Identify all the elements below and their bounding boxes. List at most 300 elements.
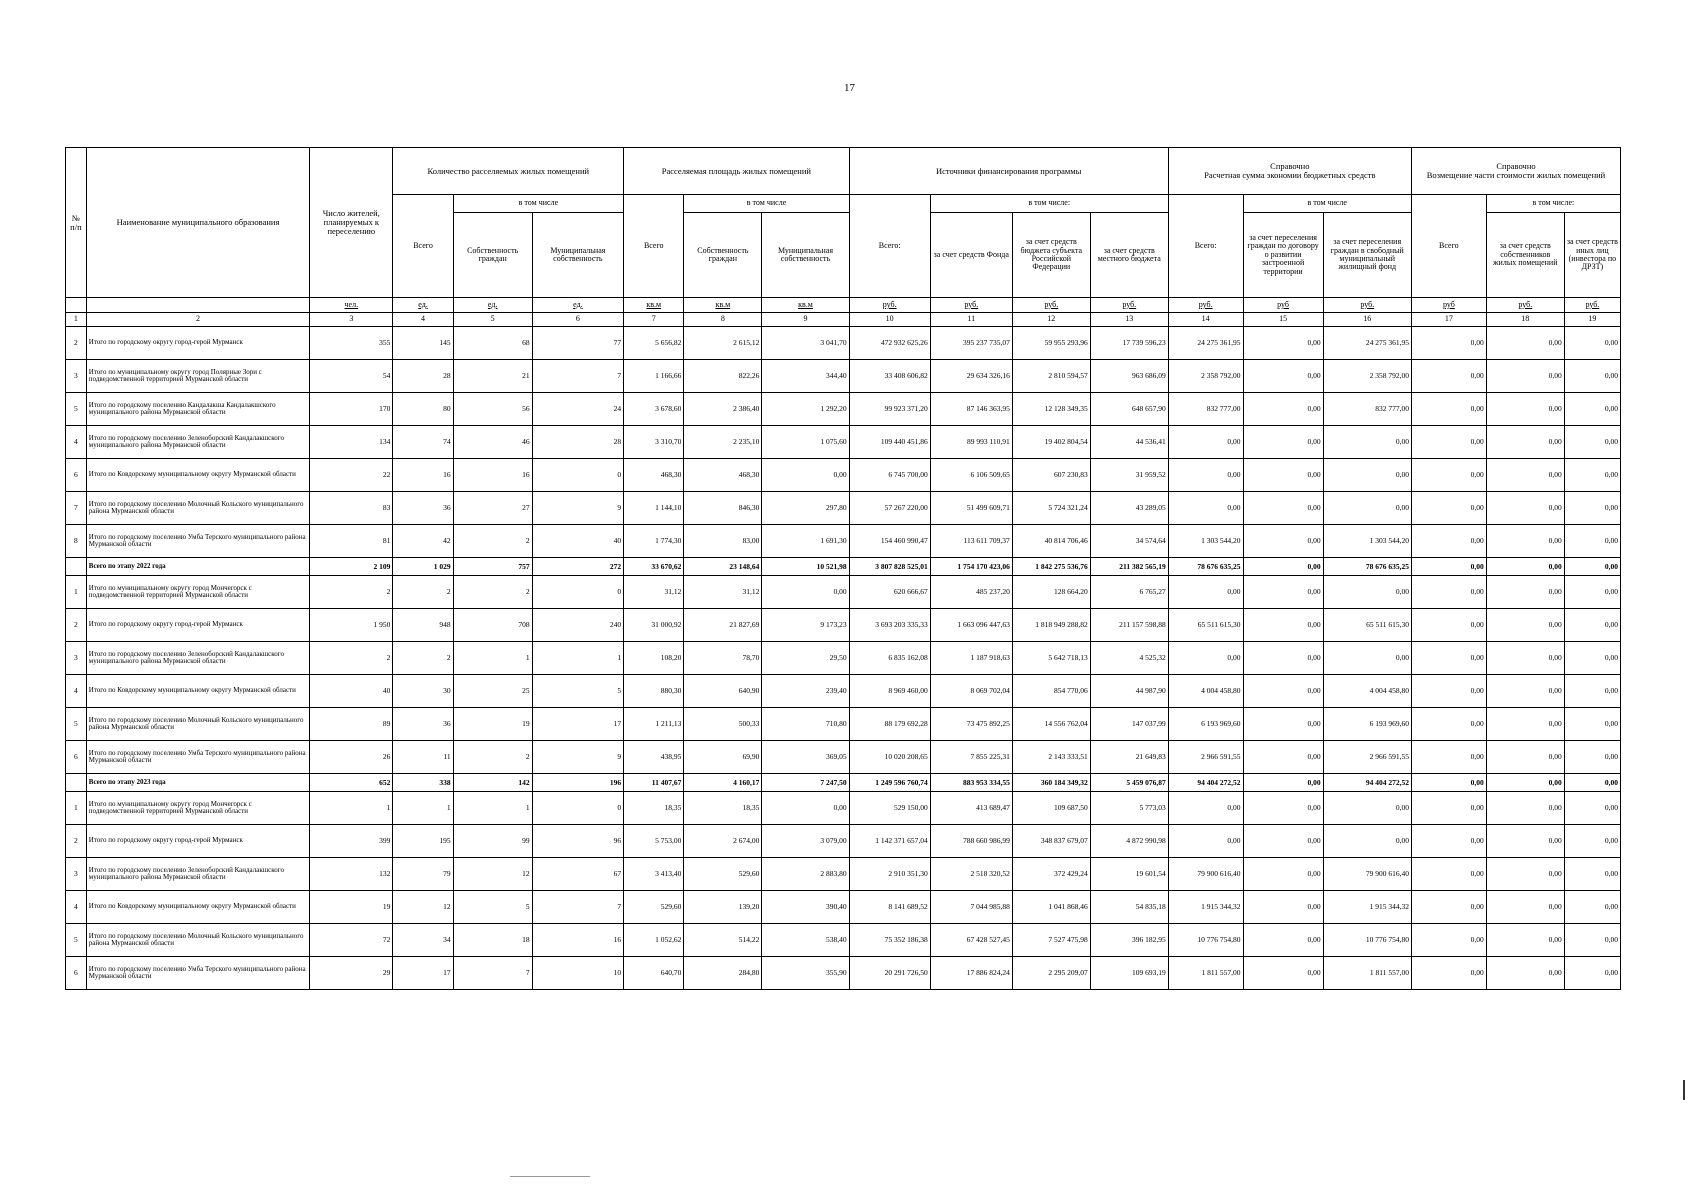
value-cell: 0,00: [1486, 558, 1564, 576]
value-cell: 195: [393, 825, 453, 858]
header-fin-incl: в том числе:: [930, 195, 1168, 213]
municipality-name: Итого по муниципальному округу город Мончегорск с подведомственной территорией Мурманской области: [86, 576, 309, 609]
value-cell: 28: [532, 426, 623, 459]
value-cell: 0,00: [1411, 891, 1486, 924]
value-cell: 0,00: [1323, 492, 1411, 525]
value-cell: 390,40: [762, 891, 849, 924]
value-cell: 72: [310, 924, 393, 957]
header-area-group: Расселяемая площадь жилых помещений: [624, 148, 850, 195]
row-number: 1: [66, 792, 87, 825]
header-comp-owners: за счет средств собственников жилых помещений: [1486, 213, 1564, 298]
value-cell: 18,35: [684, 792, 762, 825]
table-row: [66, 675, 1621, 708]
row-number: 3: [66, 360, 87, 393]
value-cell: 399: [310, 825, 393, 858]
value-cell: 12 128 349,35: [1012, 393, 1090, 426]
value-cell: 1: [393, 792, 453, 825]
value-cell: 1 691,30: [762, 525, 849, 558]
value-cell: 344,40: [762, 360, 849, 393]
value-cell: 2 674,00: [684, 825, 762, 858]
value-cell: 147 037,99: [1090, 708, 1168, 741]
header-fin-total: Всего:: [849, 195, 930, 298]
value-cell: 963 686,09: [1090, 360, 1168, 393]
value-cell: 19: [310, 891, 393, 924]
value-cell: 1 663 096 447,63: [930, 609, 1012, 642]
value-cell: 211 157 598,88: [1090, 609, 1168, 642]
value-cell: 0,00: [1411, 741, 1486, 774]
value-cell: 1 166,66: [624, 360, 684, 393]
value-cell: 620 666,67: [849, 576, 930, 609]
value-cell: 0,00: [1323, 792, 1411, 825]
value-cell: 2 910 351,30: [849, 858, 930, 891]
column-number: 15: [1243, 313, 1323, 327]
value-cell: 832 777,00: [1168, 393, 1243, 426]
table-body: [66, 327, 1621, 990]
value-cell: 0,00: [1486, 675, 1564, 708]
value-cell: 710,80: [762, 708, 849, 741]
value-cell: 529 150,00: [849, 792, 930, 825]
value-cell: 69,90: [684, 741, 762, 774]
value-cell: 2: [453, 576, 532, 609]
value-cell: 68: [453, 327, 532, 360]
value-cell: 0,00: [1564, 891, 1620, 924]
header-fund: за счет средств Фонда: [930, 213, 1012, 298]
value-cell: 0,00: [1564, 426, 1620, 459]
unit-cell: ед.: [453, 298, 532, 313]
value-cell: 1: [453, 642, 532, 675]
value-cell: 56: [453, 393, 532, 426]
value-cell: 0,00: [1486, 525, 1564, 558]
row-number: 2: [66, 327, 87, 360]
value-cell: 34 574,64: [1090, 525, 1168, 558]
header-residents: Число жителей, планируемых к переселению: [310, 148, 393, 298]
municipality-name: Итого по городскому поселению Умба Терского муниципального района Мурманской области: [86, 957, 309, 990]
municipality-name: Итого по муниципальному округу город Мончегорск с подведомственной территорией Мурманской области: [86, 792, 309, 825]
municipality-name: Итого по городскому округу город-герой Мурманск: [86, 609, 309, 642]
value-cell: 24 275 361,95: [1323, 327, 1411, 360]
value-cell: 0,00: [1411, 924, 1486, 957]
value-cell: 0,00: [1323, 576, 1411, 609]
column-number: 19: [1564, 313, 1620, 327]
value-cell: 51 499 609,71: [930, 492, 1012, 525]
value-cell: 0,00: [1564, 525, 1620, 558]
municipality-name: Итого по городскому округу город-герой Мурманск: [86, 327, 309, 360]
table-row: [66, 891, 1621, 924]
value-cell: 78,70: [684, 642, 762, 675]
value-cell: 0,00: [1243, 525, 1323, 558]
value-cell: 822,26: [684, 360, 762, 393]
municipality-name: Всего по этапу 2022 года: [86, 558, 309, 576]
value-cell: 0,00: [1564, 924, 1620, 957]
column-number: 3: [310, 313, 393, 327]
table-row: [66, 741, 1621, 774]
value-cell: 3 678,60: [624, 393, 684, 426]
value-cell: 0,00: [1168, 459, 1243, 492]
value-cell: 0,00: [1486, 609, 1564, 642]
value-cell: 132: [310, 858, 393, 891]
header-economy-group: Справочно Расчетная сумма экономии бюджетных средств: [1168, 148, 1411, 195]
value-cell: 43 289,05: [1090, 492, 1168, 525]
value-cell: 1 187 918,63: [930, 642, 1012, 675]
value-cell: 94 404 272,52: [1168, 774, 1243, 792]
value-cell: 0,00: [1168, 792, 1243, 825]
unit-cell: руб.: [1168, 298, 1243, 313]
row-number: [66, 558, 87, 576]
value-cell: 6 193 969,60: [1168, 708, 1243, 741]
value-cell: 12: [453, 858, 532, 891]
value-cell: 10 776 754,80: [1168, 924, 1243, 957]
column-number-row: [66, 313, 1621, 327]
table-row: [66, 459, 1621, 492]
header-local-budget: за счет средств местного бюджета: [1090, 213, 1168, 298]
value-cell: 0,00: [1411, 792, 1486, 825]
value-cell: 0,00: [1411, 774, 1486, 792]
header-qty-group: Количество расселяемых жилых помещений: [393, 148, 624, 195]
value-cell: 0,00: [1486, 924, 1564, 957]
value-cell: 87 146 363,95: [930, 393, 1012, 426]
value-cell: 0,00: [1243, 393, 1323, 426]
value-cell: 0,00: [1411, 708, 1486, 741]
value-cell: 24 275 361,95: [1168, 327, 1243, 360]
header-econ-free-fund: за счет переселения граждан в свободный муниципальный жилищный фонд: [1323, 213, 1411, 298]
value-cell: 29: [310, 957, 393, 990]
value-cell: 0,00: [1564, 675, 1620, 708]
value-cell: 0,00: [1411, 825, 1486, 858]
value-cell: 79 900 616,40: [1168, 858, 1243, 891]
value-cell: 0,00: [1411, 609, 1486, 642]
value-cell: 26: [310, 741, 393, 774]
row-number: [66, 774, 87, 792]
value-cell: 0,00: [1486, 360, 1564, 393]
value-cell: 67 428 527,45: [930, 924, 1012, 957]
value-cell: 7 044 985,88: [930, 891, 1012, 924]
value-cell: 0,00: [1243, 792, 1323, 825]
value-cell: 21: [453, 360, 532, 393]
table-row: [66, 576, 1621, 609]
value-cell: 3 693 203 335,33: [849, 609, 930, 642]
value-cell: 1 052,62: [624, 924, 684, 957]
table-row: [66, 609, 1621, 642]
value-cell: 4 004 458,80: [1323, 675, 1411, 708]
value-cell: 0,00: [1243, 924, 1323, 957]
value-cell: 0,00: [1243, 825, 1323, 858]
value-cell: 0,00: [1411, 957, 1486, 990]
row-number: 5: [66, 924, 87, 957]
value-cell: 0,00: [1564, 558, 1620, 576]
table-row: [66, 858, 1621, 891]
value-cell: 12: [393, 891, 453, 924]
header-econ-total: Всего:: [1168, 195, 1243, 298]
value-cell: 3 310,70: [624, 426, 684, 459]
value-cell: 6 745 700,00: [849, 459, 930, 492]
value-cell: 142: [453, 774, 532, 792]
value-cell: 0,00: [1411, 576, 1486, 609]
value-cell: 3 807 828 525,01: [849, 558, 930, 576]
value-cell: 0,00: [1411, 858, 1486, 891]
municipality-name: Итого по городскому поселению Молочный Кольского муниципального района Мурманской области: [86, 924, 309, 957]
value-cell: 0,00: [1411, 327, 1486, 360]
value-cell: 0,00: [1243, 675, 1323, 708]
value-cell: 10 776 754,80: [1323, 924, 1411, 957]
value-cell: 832 777,00: [1323, 393, 1411, 426]
value-cell: 0,00: [1486, 741, 1564, 774]
value-cell: 652: [310, 774, 393, 792]
value-cell: 0,00: [1243, 576, 1323, 609]
table-row: [66, 360, 1621, 393]
row-number: 4: [66, 675, 87, 708]
municipality-name: Всего по этапу 2023 года: [86, 774, 309, 792]
value-cell: 0,00: [1323, 459, 1411, 492]
unit-cell: руб.: [1012, 298, 1090, 313]
value-cell: 3 079,00: [762, 825, 849, 858]
value-cell: 77: [532, 327, 623, 360]
value-cell: 154 460 990,47: [849, 525, 930, 558]
value-cell: 2 358 792,00: [1323, 360, 1411, 393]
value-cell: 2 358 792,00: [1168, 360, 1243, 393]
table-row: [66, 924, 1621, 957]
value-cell: 468,30: [624, 459, 684, 492]
value-cell: 99 923 371,20: [849, 393, 930, 426]
value-cell: 7: [532, 360, 623, 393]
column-number: 2: [86, 313, 309, 327]
municipality-name: Итого по муниципальному округу город Полярные Зори с подведомственной территорией Мурманской области: [86, 360, 309, 393]
value-cell: 0,00: [1323, 426, 1411, 459]
value-cell: 355: [310, 327, 393, 360]
value-cell: 607 230,83: [1012, 459, 1090, 492]
value-cell: 196: [532, 774, 623, 792]
header-area-total: Всего: [624, 195, 684, 298]
value-cell: 0,00: [1243, 609, 1323, 642]
value-cell: 16: [393, 459, 453, 492]
value-cell: 11: [393, 741, 453, 774]
value-cell: 0,00: [1243, 327, 1323, 360]
value-cell: 0,00: [1564, 576, 1620, 609]
value-cell: 0,00: [1243, 360, 1323, 393]
value-cell: 0,00: [1486, 858, 1564, 891]
value-cell: 5 773,03: [1090, 792, 1168, 825]
value-cell: 2: [393, 576, 453, 609]
column-number: 14: [1168, 313, 1243, 327]
value-cell: 99: [453, 825, 532, 858]
municipality-name: Итого по городскому поселению Умба Терского муниципального района Мурманской области: [86, 525, 309, 558]
value-cell: 109 687,50: [1012, 792, 1090, 825]
value-cell: 0,00: [1411, 360, 1486, 393]
unit-cell: руб: [1243, 298, 1323, 313]
value-cell: 11 407,67: [624, 774, 684, 792]
header-qty-total: Всего: [393, 195, 453, 298]
value-cell: 0,00: [1411, 642, 1486, 675]
column-number: 16: [1323, 313, 1411, 327]
row-number: 1: [66, 576, 87, 609]
column-number: 7: [624, 313, 684, 327]
value-cell: 145: [393, 327, 453, 360]
value-cell: 0,00: [1243, 957, 1323, 990]
value-cell: 88 179 692,28: [849, 708, 930, 741]
header-no: № п/п: [66, 148, 87, 298]
value-cell: 1 303 544,20: [1323, 525, 1411, 558]
value-cell: 1 144,10: [624, 492, 684, 525]
value-cell: 128 664,20: [1012, 576, 1090, 609]
value-cell: 5: [453, 891, 532, 924]
header-area-citizens: Собственность граждан: [684, 213, 762, 298]
value-cell: 1: [532, 642, 623, 675]
table-row: [66, 327, 1621, 360]
scan-mark: [1683, 1080, 1685, 1100]
stage-total-row: [66, 558, 1621, 576]
header-financing-group: Источники финансирования программы: [849, 148, 1168, 195]
value-cell: 360 184 349,32: [1012, 774, 1090, 792]
header-area-incl: в том числе: [684, 195, 849, 213]
value-cell: 788 660 986,99: [930, 825, 1012, 858]
value-cell: 2: [310, 642, 393, 675]
value-cell: 396 182,95: [1090, 924, 1168, 957]
municipality-name: Итого по городскому поселению Молочный Кольского муниципального района Мурманской области: [86, 708, 309, 741]
column-number: 13: [1090, 313, 1168, 327]
unit-cell: ед.: [393, 298, 453, 313]
value-cell: 19 601,54: [1090, 858, 1168, 891]
value-cell: 89 993 110,91: [930, 426, 1012, 459]
value-cell: 883 953 334,55: [930, 774, 1012, 792]
value-cell: 54: [310, 360, 393, 393]
value-cell: 10 521,98: [762, 558, 849, 576]
value-cell: 0,00: [1564, 957, 1620, 990]
value-cell: 83,00: [684, 525, 762, 558]
value-cell: 284,80: [684, 957, 762, 990]
value-cell: 2 966 591,55: [1323, 741, 1411, 774]
value-cell: 7: [453, 957, 532, 990]
value-cell: 31,12: [684, 576, 762, 609]
value-cell: 0,00: [1411, 393, 1486, 426]
value-cell: 80: [393, 393, 453, 426]
value-cell: 0,00: [1168, 825, 1243, 858]
column-number: 6: [532, 313, 623, 327]
municipality-name: Итого по городскому поселению Умба Терского муниципального района Мурманской области: [86, 741, 309, 774]
value-cell: 29 634 326,16: [930, 360, 1012, 393]
value-cell: 2 295 209,07: [1012, 957, 1090, 990]
value-cell: 1 075,60: [762, 426, 849, 459]
table-row: [66, 525, 1621, 558]
value-cell: 1: [453, 792, 532, 825]
value-cell: 0,00: [1243, 774, 1323, 792]
value-cell: 1 754 170 423,06: [930, 558, 1012, 576]
value-cell: 89: [310, 708, 393, 741]
value-cell: 57 267 220,00: [849, 492, 930, 525]
value-cell: 2 810 594,57: [1012, 360, 1090, 393]
value-cell: 854 770,06: [1012, 675, 1090, 708]
value-cell: 355,90: [762, 957, 849, 990]
value-cell: 19: [453, 708, 532, 741]
value-cell: 31,12: [624, 576, 684, 609]
value-cell: 2: [393, 642, 453, 675]
unit-cell: ед.: [532, 298, 623, 313]
unit-cell: кв.м: [762, 298, 849, 313]
value-cell: 2: [453, 741, 532, 774]
value-cell: 0,00: [1564, 459, 1620, 492]
value-cell: 21 827,69: [684, 609, 762, 642]
value-cell: 134: [310, 426, 393, 459]
value-cell: 46: [453, 426, 532, 459]
value-cell: 3 041,70: [762, 327, 849, 360]
unit-cell: руб.: [1486, 298, 1564, 313]
municipality-name: Итого по городскому округу город-герой Мурманск: [86, 825, 309, 858]
value-cell: 34: [393, 924, 453, 957]
value-cell: 1: [310, 792, 393, 825]
value-cell: 2 518 320,52: [930, 858, 1012, 891]
value-cell: 7 247,50: [762, 774, 849, 792]
value-cell: 9 173,23: [762, 609, 849, 642]
value-cell: 113 611 709,37: [930, 525, 1012, 558]
value-cell: 0,00: [762, 792, 849, 825]
value-cell: 14 556 762,04: [1012, 708, 1090, 741]
value-cell: 75 352 186,38: [849, 924, 930, 957]
header-compensation-group: Справочно Возмещение части стоимости жилых помещений: [1411, 148, 1620, 195]
column-number: 10: [849, 313, 930, 327]
value-cell: 640,90: [684, 675, 762, 708]
value-cell: 18,35: [624, 792, 684, 825]
value-cell: 0,00: [1486, 957, 1564, 990]
value-cell: 33 670,62: [624, 558, 684, 576]
table-row: [66, 426, 1621, 459]
value-cell: 2: [453, 525, 532, 558]
value-cell: 369,05: [762, 741, 849, 774]
value-cell: 44 987,90: [1090, 675, 1168, 708]
value-cell: 0,00: [1564, 492, 1620, 525]
row-number: 8: [66, 525, 87, 558]
value-cell: 1 292,20: [762, 393, 849, 426]
value-cell: 5 656,82: [624, 327, 684, 360]
value-cell: 538,40: [762, 924, 849, 957]
value-cell: 297,80: [762, 492, 849, 525]
value-cell: 18: [453, 924, 532, 957]
unit-cell: руб.: [849, 298, 930, 313]
value-cell: 21 649,83: [1090, 741, 1168, 774]
value-cell: 94 404 272,52: [1323, 774, 1411, 792]
unit-cell: руб.: [1090, 298, 1168, 313]
value-cell: 485 237,20: [930, 576, 1012, 609]
column-number: 11: [930, 313, 1012, 327]
value-cell: 0,00: [1243, 708, 1323, 741]
value-cell: 239,40: [762, 675, 849, 708]
value-cell: 7 855 225,31: [930, 741, 1012, 774]
value-cell: 4 160,17: [684, 774, 762, 792]
value-cell: 468,30: [684, 459, 762, 492]
value-cell: 1 029: [393, 558, 453, 576]
column-number: 9: [762, 313, 849, 327]
header-qty-incl: в том числе: [453, 195, 623, 213]
value-cell: 79 900 616,40: [1323, 858, 1411, 891]
resettlement-table: [65, 147, 1621, 990]
value-cell: 0,00: [1411, 558, 1486, 576]
value-cell: 500,33: [684, 708, 762, 741]
value-cell: 0,00: [1243, 558, 1323, 576]
value-cell: 1 818 949 288,82: [1012, 609, 1090, 642]
value-cell: 109 693,19: [1090, 957, 1168, 990]
value-cell: 1 842 275 536,76: [1012, 558, 1090, 576]
value-cell: 211 382 565,19: [1090, 558, 1168, 576]
value-cell: 96: [532, 825, 623, 858]
value-cell: 108,20: [624, 642, 684, 675]
value-cell: 78 676 635,25: [1323, 558, 1411, 576]
value-cell: 272: [532, 558, 623, 576]
value-cell: 6 835 162,08: [849, 642, 930, 675]
value-cell: 438,95: [624, 741, 684, 774]
row-number: 5: [66, 708, 87, 741]
value-cell: 65 511 615,30: [1323, 609, 1411, 642]
value-cell: 17: [393, 957, 453, 990]
value-cell: 3 413,40: [624, 858, 684, 891]
value-cell: 4 525,32: [1090, 642, 1168, 675]
value-cell: 1 211,13: [624, 708, 684, 741]
